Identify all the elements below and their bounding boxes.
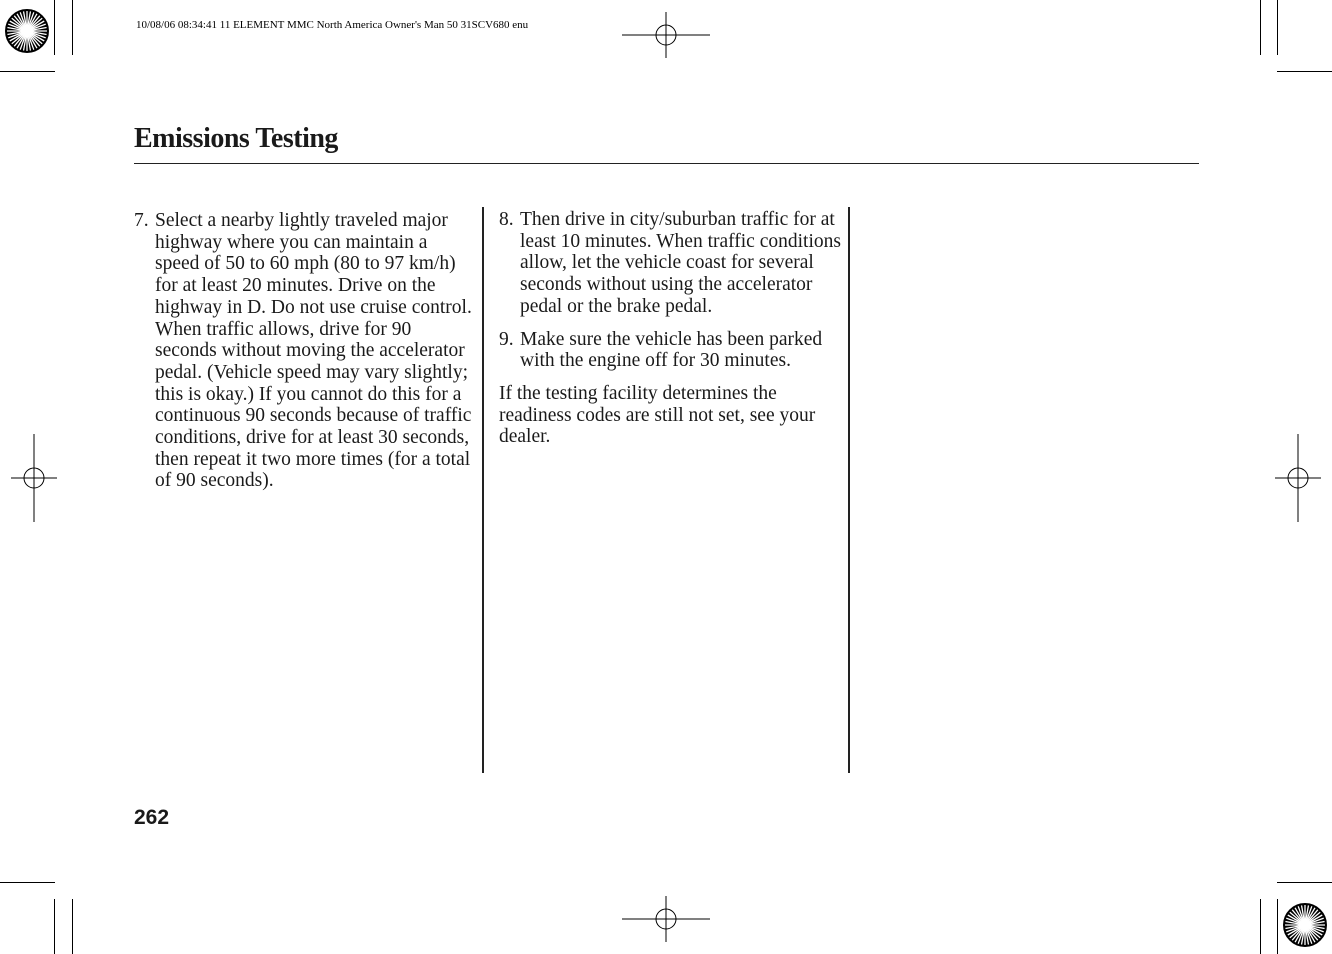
crop-mark [0, 882, 55, 883]
crop-mark [72, 899, 73, 954]
crop-mark [1260, 0, 1261, 55]
crosshair-registration-icon [1275, 434, 1321, 522]
page-title: Emissions Testing [134, 123, 338, 154]
crosshair-registration-icon [622, 896, 710, 942]
page-number: 262 [134, 806, 170, 829]
crop-mark [1260, 899, 1261, 954]
crop-mark [54, 899, 55, 954]
list-item [499, 329, 841, 372]
starburst-registration-icon [1282, 902, 1328, 948]
crosshair-registration-icon [622, 12, 710, 58]
crop-mark [54, 0, 55, 55]
column-divider [848, 207, 850, 773]
list-item-text: Then drive in city/suburban traffic for at least 10 minutes. When traffic conditions allow, let the vehicle coast for several seconds without using the accelerator pedal or the brake pedal. [520, 209, 841, 317]
list-item-text: Select a nearby lightly traveled major highway where you can maintain a speed of 50 to 60 mph (80 to 97 km/h) for at least 20 minutes. Drive on the highway in D. Do not use cruise control. When traffic allows, drive for 90 seconds without moving the accelerator pedal. (Vehicle speed may vary slightly; this is okay.) If you cannot do this for a continuous 90 seconds because of traffic conditions, drive for at least 30 seconds, then repeat it two more times (for a total of 90 seconds). [155, 210, 472, 492]
print-slug: 10/08/06 08:34:41 11 ELEMENT MMC North America Owner's Man 50 31SCV680 enu [136, 19, 529, 31]
list-item [134, 210, 474, 492]
list-item [499, 209, 841, 318]
list-item-number: 8. [499, 209, 514, 230]
crop-mark [1277, 0, 1278, 55]
column-middle [499, 209, 841, 448]
list-item-number: 9. [499, 328, 514, 350]
crop-mark [0, 71, 55, 72]
crop-mark [1277, 899, 1278, 954]
list-item-number: 7. [134, 210, 149, 231]
column-left [134, 210, 474, 492]
list-item-text: Make sure the vehicle has been parked with the engine off for 30 minutes. [520, 328, 823, 372]
column-divider [482, 207, 484, 773]
title-rule [134, 163, 1199, 164]
starburst-registration-icon [4, 8, 50, 54]
crop-mark [72, 0, 73, 55]
crosshair-registration-icon [11, 434, 57, 522]
closing-paragraph: If the testing facility determines the readiness codes are still not set, see your dealer. [499, 382, 816, 448]
crop-mark [1277, 882, 1332, 883]
crop-mark [1277, 71, 1332, 72]
